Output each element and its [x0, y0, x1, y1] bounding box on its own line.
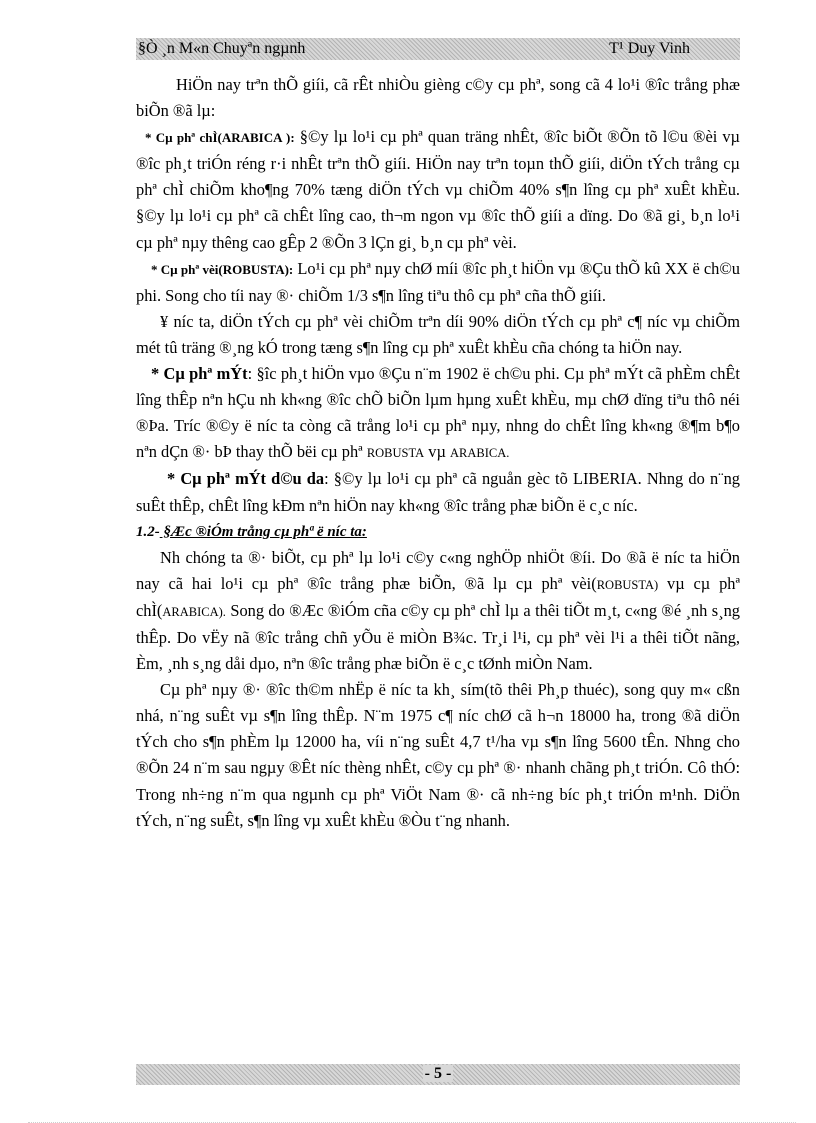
arabica-text: §©y lµ lo¹i cµ phª quan träng nhÊt, ®îc biÕt ®Õn tõ l©u ®èi vµ ®îc ph¸t triÓn réng r·i nhÊt trªn thÕ giíi. HiÖn nay trªn toµn thÕ giíi, diÖn tÝch trång cµ phª chÌ chiÕm kho¶ng 70% tæng diÖn tÝch vµ chiÕm 40% s¶n lîng cµ phª xuÊt khÈu. §©y lµ lo¹i cµ phª cã chÊt lîng cao, th¬m ngon vµ ®îc thÕ giíi a dïng. Do ®ã gi¸ b¸n lo¹i cµ phª nµy thêng cao gÊp 2 ®Õn 3 lÇn gi¸ b¸n cµ phª vèi. [136, 127, 740, 252]
characteristics-paragraph [136, 545, 740, 677]
page-number: - 5 - [424, 1065, 452, 1082]
arabica-paragraph [136, 124, 740, 255]
page-number-wrap [136, 1065, 740, 1083]
mit-dau-da-paragraph [136, 466, 740, 518]
arabica-label: * Cµ phª chÌ(ARABICA ): [145, 130, 295, 146]
vietnam-share-paragraph: ¥ níc ta, diÖn tÝch cµ phª vèi chiÕm trªn díi 90% diÖn tÝch cµ phª c¶ níc vµ chiÕm mét tû träng ®¸ng kÓ trong tæng s¶n lîng cµ phª xuÊt khÈu cña chóng ta hiÖn nay. [136, 311, 740, 357]
mit-dau-da-label: * Cµ phª mÝt d©u da [167, 469, 325, 489]
section-heading-title: §Æc ®iÓm trång cµ phª ë níc ta: [159, 523, 367, 540]
mit-text: : §îc ph¸t hiÖn vµo ®Çu n¨m 1902 ë ch©u phi. Cµ phª mÝt cã phÈm chÊt lîng thÊp nªn hÇu nh kh«ng ®îc chÕ biÕn lµm hµng xuÊt khÈu, mµ chØ dïng tiªu thô néi ®Þa. Tríc ®©y ë níc ta còng cã trång lo¹i cµ phª nµy, nhng do chÊt lîng kh«ng ®¶m b¶o nªn dÇn ®· bÞ thay thÕ bëi cµ phª [136, 364, 740, 462]
header-author-name: T¹ Duy Vinh [609, 40, 690, 57]
header-document-title: §Ò ¸n M«n Chuyªn ngµnh [138, 40, 306, 57]
robusta-paragraph [136, 256, 740, 309]
robusta-label: * Cµ phª vèi(ROBUSTA): [151, 261, 294, 277]
mit-label: * Cµ phª mÝt [151, 364, 248, 384]
intro-paragraph: HiÖn nay trªn thÕ giíi, cã rÊt nhiÒu gièng c©y cµ phª, song cã 4 lo¹i ®îc trång phæ biÕn ®ã lµ: [136, 75, 740, 121]
characteristics-text-a: Nh chóng ta ®· biÕt, cµ phª lµ lo¹i c©y c«ng nghÖp nhiÖt ®íi. Do ®ã ë níc ta hiÖn nay cã hai lo¹i cµ phª ®îc trång phæ biÕn, ®ã lµ cµ phª vèi( [136, 547, 740, 593]
page-footer [136, 1064, 740, 1085]
characteristics-text-c: Song do ®Æc ®iÓm cña c©y cµ phª chÌ lµ a thêi tiÕt m¸t, c«ng ®é ¸nh s¸ng thÊp. Do vËy nã ®îc trång chñ yÕu ë miÒn B¾c. Tr¸i l¹i, cµ phª vèi l¹i a thêi tiÕt nãng, Èm, ¸nh s¸ng dåi dµo, nªn ®îc trång phæ biÕn ë c¸c tØnh miÒn Nam. [136, 600, 740, 674]
section-heading [136, 519, 740, 545]
mit-arabica: ARABICA. [450, 446, 510, 461]
mit-paragraph [136, 361, 740, 466]
characteristics-arabica: ARABICA). [162, 604, 226, 619]
document-body [136, 72, 740, 834]
history-paragraph: Cµ phª nµy ®· ®îc th©m nhËp ë níc ta kh¸ sím(tõ thêi Ph¸p thuéc), song quy m« cßn nhá, n¨ng suÊt vµ s¶n lîng thÊp. N¨m 1975 c¶ níc chØ cã h¬n 18000 ha, trong ®ã diÖn tÝch cho s¶n phÈm lµ 12000 ha, víi n¨ng suÊt 4,7 t¹/ha vµ s¶n lîng 5600 tÊn. Nhng cho ®Õn 24 n¨m sau ngµy ®Êt níc thèng nhÊt, c©y cµ phª ®· nhanh chãng ph¸t triÓn. Cô thÓ: Trong nh÷ng n¨m qua ngµnh cµ phª ViÖt Nam ®· cã nh÷ng bíc ph¸t triÓn m¹nh. DiÖn tÝch, n¨ng suÊt, s¶n lîng vµ xuÊt khÈu ®Òu t¨ng nhanh. [136, 680, 740, 830]
characteristics-robusta: ROBUSTA) [596, 577, 659, 592]
mit-and: vµ [424, 442, 450, 462]
robusta-text: Lo¹i cµ phª nµy chØ míi ®îc ph¸t hiÖn vµ ®Çu thÕ kû XX ë ch©u phi. Song cho tíi nay ®· chiÕm 1/3 s¶n lîng tiªu thô cµ phª cña thÕ giíi. [136, 258, 740, 305]
mit-robusta: ROBUSTA [366, 446, 425, 461]
page-header [136, 38, 740, 60]
mit-dau-da-text: : §©y lµ lo¹i cµ phª cã nguån gèc tõ LIBERIA. Nhng do n¨ng suÊt thÊp, chÊt lîng kÐm nªn hiÖn nay kh«ng ®îc trång phæ biÕn ë c¸c níc. [136, 469, 740, 515]
section-heading-number: 1.2- [136, 523, 160, 540]
characteristics-text-b: vµ cµ phª chÌ( [136, 573, 740, 620]
